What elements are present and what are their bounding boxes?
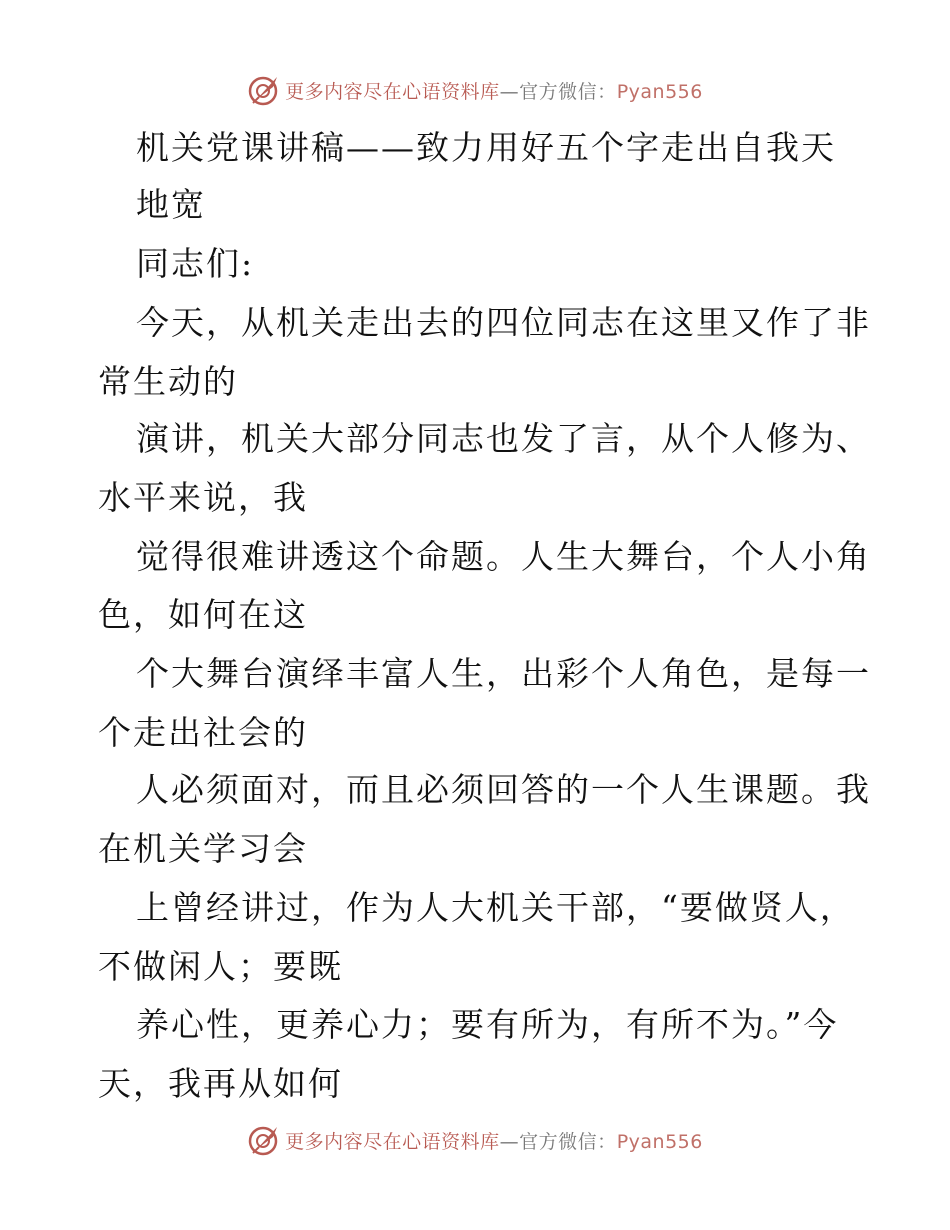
watermark-wechat-label: 官方微信：: [519, 1130, 617, 1153]
doc-line: 演讲，机关大部分同志也发了言，从个人修为、: [136, 419, 871, 458]
doc-line: 养心性，更养心力；要有所为，有所不为。”今: [136, 1005, 839, 1044]
doc-salutation: 同志们:: [136, 244, 255, 283]
watermark-dash: —: [499, 1130, 520, 1153]
doc-line: 色，如何在这: [98, 595, 308, 634]
watermark-wechat-id: Pyan556: [616, 1130, 703, 1153]
doc-line: 个走出社会的: [98, 713, 308, 752]
watermark-dash: —: [499, 80, 520, 103]
watermark-main: 更多内容尽在心语资料库: [285, 80, 500, 103]
quill-logo-icon: [247, 1123, 281, 1157]
watermark-wechat-label: 官方微信：: [519, 80, 617, 103]
doc-line: 不做闲人；要既: [98, 947, 343, 986]
doc-line: 在机关学习会: [98, 829, 308, 868]
watermark-wechat-id: Pyan556: [616, 80, 703, 103]
doc-line: 觉得很难讲透这个命题。人生大舞台，个人小角: [136, 537, 871, 576]
watermark-text: [285, 1127, 703, 1154]
watermark-header: [0, 70, 950, 110]
watermark-main: 更多内容尽在心语资料库: [285, 1130, 500, 1153]
doc-title-line-2: 地宽: [136, 185, 206, 224]
doc-line: 人必须面对，而且必须回答的一个人生课题。我: [136, 770, 871, 809]
doc-line: 今天，从机关走出去的四位同志在这里又作了非: [136, 303, 871, 342]
doc-title-line-1: 机关党课讲稿——致力用好五个字走出自我天: [136, 128, 836, 167]
doc-line: 个大舞台演绎丰富人生，出彩个人角色，是每一: [136, 654, 871, 693]
doc-line: 常生动的: [98, 362, 238, 401]
quill-logo-icon: [247, 73, 281, 107]
watermark-footer: [0, 1120, 950, 1160]
doc-line: 上曾经讲过，作为人大机关干部，“要做贤人，: [136, 888, 855, 927]
doc-line: 天，我再从如何: [98, 1064, 343, 1103]
watermark-text: [285, 77, 703, 104]
doc-line: 水平来说，我: [98, 478, 308, 517]
